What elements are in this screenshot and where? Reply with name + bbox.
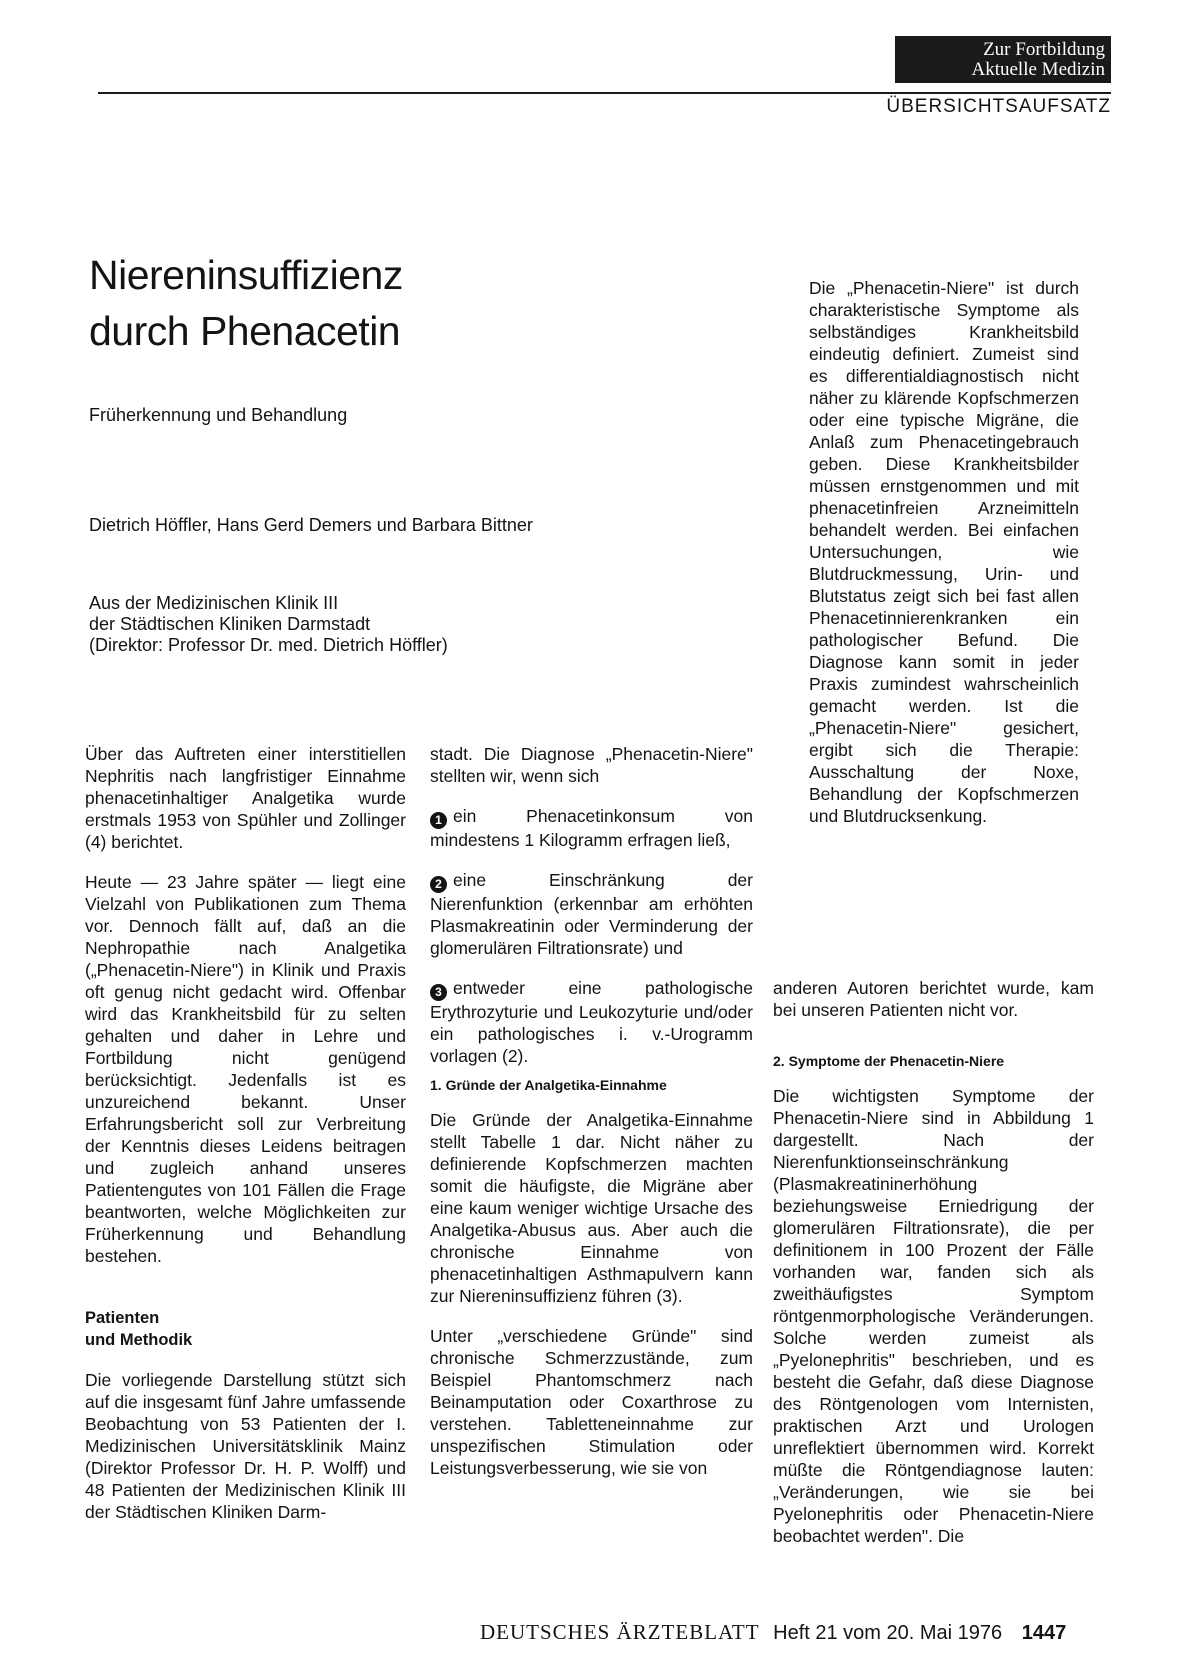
article-authors: Dietrich Höffler, Hans Gerd Demers und Barbara Bittner [89,515,533,535]
heading-line-2: und Methodik [85,1331,193,1349]
section-heading-patienten [85,1307,406,1351]
criteria-item-1-text: ein Phenacetinkonsum von mindestens 1 Kilogramm erfragen ließ, [430,806,753,850]
journal-name: DEUTSCHES ÄRZTEBLATT [480,1620,760,1644]
affiliation-line-3: (Direktor: Professor Dr. med. Dietrich Höffler) [89,635,448,655]
number-1-icon: 1 [430,812,447,829]
section-heading-gruende: 1. Gründe der Analgetika-Einnahme [430,1077,667,1093]
section-label: ÜBERSICHTSAUFSATZ [886,96,1111,117]
column-2-top [430,743,753,1067]
column-1 [85,743,406,1523]
issue-info: Heft 21 vom 20. Mai 1976 [773,1622,1003,1644]
criteria-item-3 [430,977,753,1067]
article-subtitle: Früherkennung und Behandlung [89,405,348,425]
criteria-item-1 [430,805,753,851]
col2-paragraph-3: Unter „verschiedene Gründe" sind chronische Schmerzzustände, zum Beispiel Phantomschmerz nach Beinamputation oder Coxarthrose zu verstehen. Tabletteneinnahme zur unspezifischen Stimulation oder Leistungsverbesserung, wie sie von [430,1326,753,1478]
affiliation-line-2: der Städtischen Kliniken Darmstadt [89,614,371,634]
col2-paragraph-1: stadt. Die Diagnose „Phenacetin-Niere" stellten wir, wenn sich [430,744,753,786]
criteria-item-3-text: entweder eine pathologische Erythrozyturie und Leukozyturie und/oder ein pathologisches i. v.-Urogramm vorlagen (2). [430,978,753,1066]
heading-line-1: Patienten [85,1309,160,1327]
column-3-summary [809,277,1079,827]
title-line-2: durch Phenacetin [89,308,401,354]
number-3-icon: 3 [430,984,447,1001]
header-rule [98,92,1111,94]
column-2-bottom [430,1075,753,1479]
column-3-bottom [773,977,1094,1547]
col1-paragraph-3: Die vorliegende Darstellung stützt sich auf die insgesamt fünf Jahre umfassende Beobachtung von 53 Patienten der I. Medizinischen Universitätsklinik Mainz (Direktor Professor Dr. H. P. Wolff) und 48 Patienten der Medizinischen Klinik III der Städtischen Kliniken Darm- [85,1370,406,1522]
title-line-1: Niereninsuffizienz [89,252,403,298]
col3-paragraph-2: anderen Autoren berichtet wurde, kam bei unseren Patienten nicht vor. [773,978,1094,1020]
page-footer [480,1620,1066,1645]
article-affiliation [89,593,448,656]
article-title [89,247,403,359]
rubric-box [895,36,1111,83]
affiliation-line-1: Aus der Medizinischen Klinik III [89,593,339,613]
criteria-item-2-text: eine Einschränkung der Nierenfunktion (erkennbar am erhöhten Plasmakreatinin oder Verminderung der glomerulären Filtrationsrate) und [430,870,753,958]
rubric-line-1: Zur Fortbildung [983,39,1105,60]
col2-paragraph-2: Die Gründe der Analgetika-Einnahme stellt Tabelle 1 dar. Nicht näher zu definierende Kopfschmerzen machten somit die häufigste, die Migräne aber eine kaum weniger wichtige Ursache des Analgetika-Abusus aus. Aber auch die chronische Einnahme von phenacetinhaltigen Asthmapulvern kann zur Niereninsuffizienz führen (3). [430,1110,753,1306]
section-heading-symptome: 2. Symptome der Phenacetin-Niere [773,1053,1005,1069]
col1-paragraph-2: Heute — 23 Jahre später — liegt eine Vielzahl von Publikationen zum Thema vor. Dennoch fällt auf, daß an die Nephropathie nach Analgetika („Phenacetin-Niere") in Klinik und Praxis oft genug nicht gedacht wird. Offenbar wird das Krankheitsbild für zu selten gehalten und daher in Lehre und Fortbildung nicht genügend berücksichtigt. Jedenfalls ist es unzureichend bekannt. Unser Erfahrungsbericht soll zur Verbreitung der Kenntnis dieses Leidens beitragen und zugleich anhand unseres Patientengutes von 101 Fällen die Frage beantworten, welche Möglichkeiten zur Früherkennung und Behandlung bestehen. [85,872,406,1266]
col1-paragraph-1: Über das Auftreten einer interstitiellen Nephritis nach langfristiger Einnahme phenacetinhaltiger Analgetika wurde erstmals 1953 von Spühler und Zollinger (4) berichtet. [85,744,406,852]
rubric-line-2: Aktuelle Medizin [971,59,1105,80]
number-2-icon: 2 [430,876,447,893]
page-number: 1447 [1021,1622,1067,1644]
criteria-item-2 [430,869,753,959]
summary-paragraph: Die „Phenacetin-Niere" ist durch charakteristische Symptome als selbständiges Krankheitsbild eindeutig definiert. Zumeist sind es differentialdiagnostisch nicht näher zu klärende Kopfschmerzen oder eine typische Migräne, die Anlaß zum Phenacetingebrauch geben. Diese Krankheitsbilder müssen ernstgenommen und mit phenacetinfreien Arzneimitteln behandelt werden. Bei einfachen Untersuchungen, wie Blutdruckmessung, Urin- und Blutstatus zeigt sich bei fast allen Phenacetinnierenkranken ein pathologischer Befund. Die Diagnose kann somit in jeder Praxis zumindest wahrscheinlich gemacht werden. Ist die „Phenacetin-Niere" gesichert, ergibt sich die Therapie: Ausschaltung der Noxe, Behandlung der Kopfschmerzen und Blutdrucksenkung. [809,278,1079,826]
col3-paragraph-3: Die wichtigsten Symptome der Phenacetin-Niere sind in Abbildung 1 dargestellt. Nach der Nierenfunktionseinschränkung (Plasmakreatininerhöhung beziehungsweise Erniedrigung der glomerulären Filtrationsrate), die per definitionem in 100 Prozent der Fälle vorhanden war, fanden sich als zweithäufigstes Symptom röntgenmorphologische Veränderungen. Solche werden zumeist als „Pyelonephritis" beschrieben, und es besteht die Gefahr, daß diese Diagnose des Röntgenologen vom Internisten, praktischen Arzt und Urologen unreflektiert übernommen wird. Korrekt müßte die Röntgendiagnose lauten: „Veränderungen, wie sie bei Pyelonephritis oder Phenacetin-Niere beobachtet werden". Die [773,1086,1094,1546]
